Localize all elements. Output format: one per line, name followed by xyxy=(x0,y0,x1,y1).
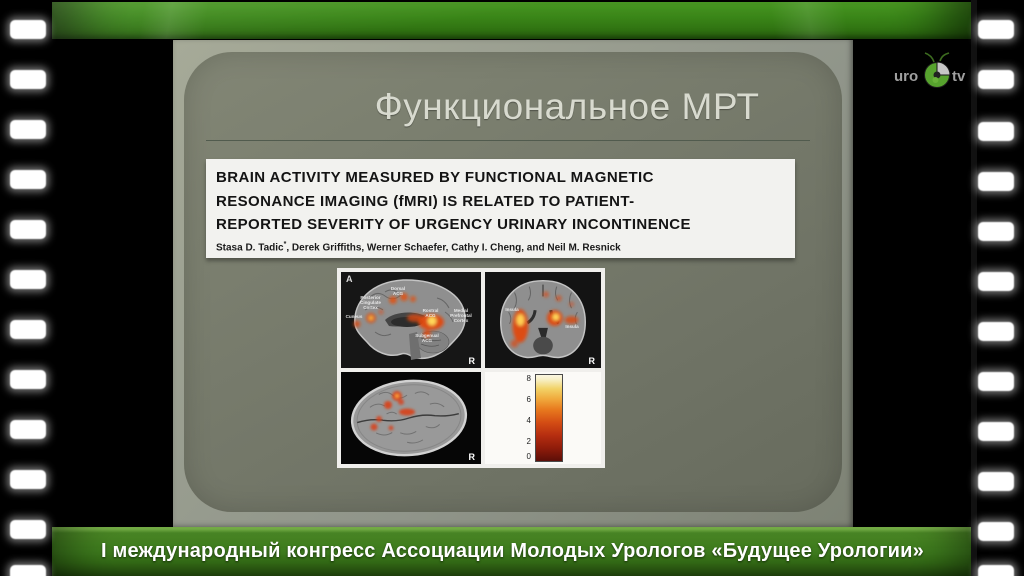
film-sprocket-hole xyxy=(10,120,46,139)
paper-author-first: Stasa D. Tadic xyxy=(216,241,284,253)
paper-author-asterisk: * xyxy=(283,240,287,248)
colorbar-tick: 2 xyxy=(526,437,531,446)
film-sprocket-hole xyxy=(10,565,46,576)
film-sprocket-hole xyxy=(10,370,46,389)
region-label-insula-left: Insula xyxy=(505,307,519,312)
region-label-subgenual-acg: Subgenual ACG xyxy=(415,333,439,344)
region-label-insula-right: Insula xyxy=(565,324,579,329)
film-sprocket-hole xyxy=(978,322,1014,341)
film-sprocket-hole xyxy=(978,522,1014,541)
slide-title: Функциональное МРТ xyxy=(374,86,760,127)
film-sprocket-hole xyxy=(978,272,1014,291)
film-strip-left xyxy=(0,0,52,576)
film-sprocket-hole xyxy=(10,170,46,189)
slide-frame xyxy=(173,40,853,528)
logo-uro-text: uro xyxy=(894,68,919,85)
film-sprocket-hole xyxy=(10,420,46,439)
colorbar-tick: 8 xyxy=(526,374,531,383)
paper-title-line: BRAIN ACTIVITY MEASURED BY FUNCTIONAL MAGNETIC xyxy=(216,169,654,186)
paper-authors xyxy=(216,241,785,253)
fmri-sagittal-image xyxy=(341,272,481,368)
film-sprocket-hole xyxy=(10,470,46,489)
film-sprocket-hole xyxy=(978,70,1014,89)
film-sprocket-hole xyxy=(10,70,46,89)
film-sprocket-hole xyxy=(978,422,1014,441)
film-sprocket-hole xyxy=(978,172,1014,191)
region-label-posterior-cingulate: Posterior Cingulate Cortex xyxy=(360,295,381,311)
congress-banner-text: I международный конгресс Ассоциации Молодых Урологов «Будущее Урологии» xyxy=(101,540,924,562)
film-sprocket-hole xyxy=(10,270,46,289)
colorbar-gradient xyxy=(535,374,563,462)
slide xyxy=(184,52,842,512)
paper-title-line: RESONANCE IMAGING (fMRI) IS RELATED TO PATIENT- xyxy=(216,192,635,210)
film-sprocket-hole xyxy=(978,372,1014,391)
urotv-bug-icon xyxy=(924,53,950,88)
paper-title-box xyxy=(206,159,795,258)
top-green-bar xyxy=(52,2,973,39)
title-separator xyxy=(206,140,810,141)
paper-authors-rest: , Derek Griffiths, Werner Schaefer, Cathy I. Cheng, and Neil M. Resnick xyxy=(286,241,621,253)
film-sprocket-hole xyxy=(10,320,46,339)
film-sprocket-hole xyxy=(978,565,1014,576)
film-sprocket-hole xyxy=(10,20,46,39)
film-sprocket-hole xyxy=(978,472,1014,491)
fmri-coronal-image xyxy=(485,272,601,368)
region-label-cuneus: Cuneus xyxy=(345,314,363,319)
urotv-logo xyxy=(890,50,974,100)
coronal-orientation-label: R xyxy=(588,356,595,366)
film-sprocket-hole xyxy=(10,220,46,239)
paper-title-line: REPORTED SEVERITY OF URGENCY URINARY INCONTINENCE xyxy=(216,216,691,233)
logo-tv-text: tv xyxy=(952,68,966,85)
colorbar-tick: 0 xyxy=(526,452,531,461)
fmri-colorbar xyxy=(485,372,601,464)
fmri-figure xyxy=(337,268,605,468)
film-sprocket-hole xyxy=(978,122,1014,141)
colorbar-tick: 6 xyxy=(526,395,531,404)
film-sprocket-hole xyxy=(978,222,1014,241)
film-strip-right xyxy=(971,0,1024,576)
axial-orientation-label: R xyxy=(468,452,475,462)
axial-brain-graphic xyxy=(341,372,481,464)
region-label-rostral-acg: Rostral ACG xyxy=(422,308,439,319)
region-label-dorsal-acg: Dorsal ACG xyxy=(390,286,406,297)
congress-banner xyxy=(52,527,973,576)
sagittal-corner-label: A xyxy=(346,274,353,284)
fmri-axial-image xyxy=(341,372,481,464)
region-label-medial-prefrontal: Medial Prefrontal Cortex xyxy=(450,308,472,324)
film-sprocket-hole xyxy=(978,20,1014,39)
film-sprocket-hole xyxy=(10,520,46,539)
coronal-brain-graphic xyxy=(485,272,601,368)
colorbar-tick: 4 xyxy=(526,416,531,425)
sagittal-orientation-label: R xyxy=(468,356,475,366)
